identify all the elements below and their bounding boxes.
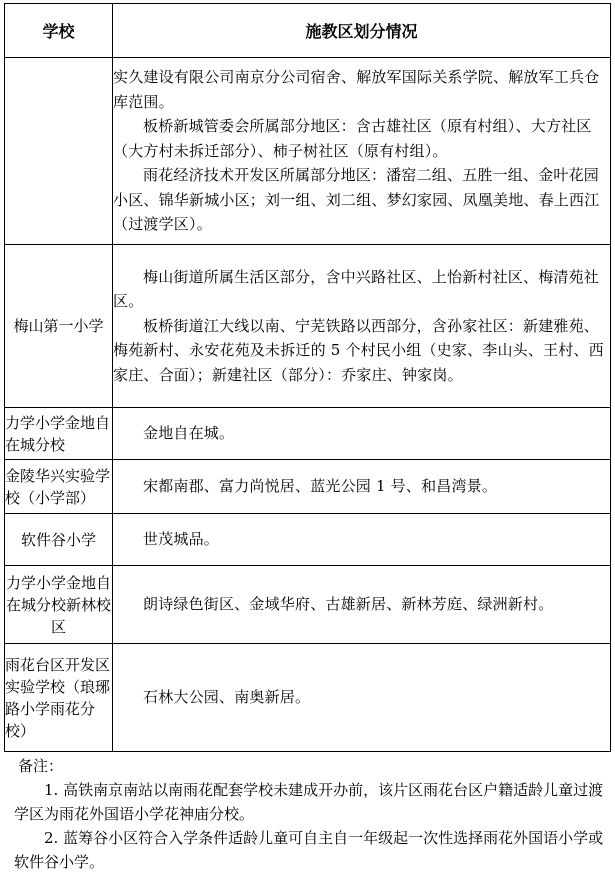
zone-paragraph: 板桥街道江大线以南、宁芜铁路以西部分，含孙家社区：新建雅苑、梅苑新村、永安花苑及未拆迁的 5 个村民小组（史家、李山头、王村、西家庄、合面）；新建社区（部分）：乔家庄、钟家岗。	[113, 316, 604, 384]
school-cell	[5, 58, 113, 245]
zone-paragraph: 雨花经济技术开发区所属部分地区：潘窑二组、五胜一组、金叶花园小区、锦华新城小区；刘一组、刘二组、梦幻家园、凤凰美地、春上西江（过渡学区）。	[113, 166, 600, 234]
school-cell: 力学小学金地自在城分校	[5, 408, 113, 460]
zone-cell	[113, 408, 611, 460]
table-row	[5, 460, 611, 514]
zone-cell	[113, 460, 611, 514]
school-cell: 梅山第一小学	[5, 245, 113, 408]
notes-title: 备注：	[18, 757, 64, 775]
table-header-row	[5, 4, 611, 58]
zone-cell	[113, 644, 611, 752]
zone-cell	[113, 245, 611, 408]
school-cell: 力学小学金地自在城分校新林校区	[5, 566, 113, 644]
zone-cell	[113, 514, 611, 566]
table-row	[5, 514, 611, 566]
note-item: 1. 高铁南京南站以南雨花配套学校未建成开办前，该片区雨花台区户籍适龄儿童过渡学区为雨花外国语小学花神庙分校。	[14, 781, 604, 823]
header-zone: 施教区划分情况	[113, 4, 611, 58]
table-row	[5, 58, 611, 245]
zone-paragraph: 板桥新城管委会所属部分地区：含古雄社区（原有村组）、大方社区（大方村未拆迁部分）、柿子树社区（原有村组）。	[113, 117, 592, 160]
zone-paragraph: 朗诗绿色街区、金域华府、古雄新居、新林芳庭、绿洲新村。	[143, 595, 554, 614]
school-cell: 雨花台区开发区实验学校（琅琊路小学雨花分校）	[5, 644, 113, 752]
school-zone-table	[4, 3, 611, 752]
zone-paragraph: 梅山街道所属生活区部分，含中兴路社区、上怡新村社区、梅清苑社区。	[113, 267, 600, 311]
school-cell: 软件谷小学	[5, 514, 113, 566]
header-school: 学校	[5, 4, 113, 58]
zone-cell	[113, 566, 611, 644]
table-row	[5, 644, 611, 752]
table-row	[5, 408, 611, 460]
zone-paragraph: 石林大公园、南奥新居。	[143, 688, 311, 707]
zone-paragraph: 实久建设有限公司南京分公司宿舍、解放军国际关系学院、解放军工兵仓库范围。	[113, 68, 600, 111]
note-item: 2. 蓝筹谷小区符合入学条件适龄儿童可自主自一年级起一次性选择雨花外国语小学或软件谷小学。	[14, 829, 604, 871]
zone-paragraph: 世茂城品。	[143, 530, 220, 549]
table-row	[5, 245, 611, 408]
zone-paragraph: 金地自在城。	[143, 424, 235, 443]
table-row	[5, 566, 611, 644]
zone-cell	[113, 58, 611, 245]
notes-section	[14, 754, 609, 874]
zone-paragraph: 宋都南郡、富力尚悦居、蓝光公园 1 号、和昌湾景。	[143, 477, 498, 496]
school-cell: 金陵华兴实验学校（小学部）	[5, 460, 113, 514]
